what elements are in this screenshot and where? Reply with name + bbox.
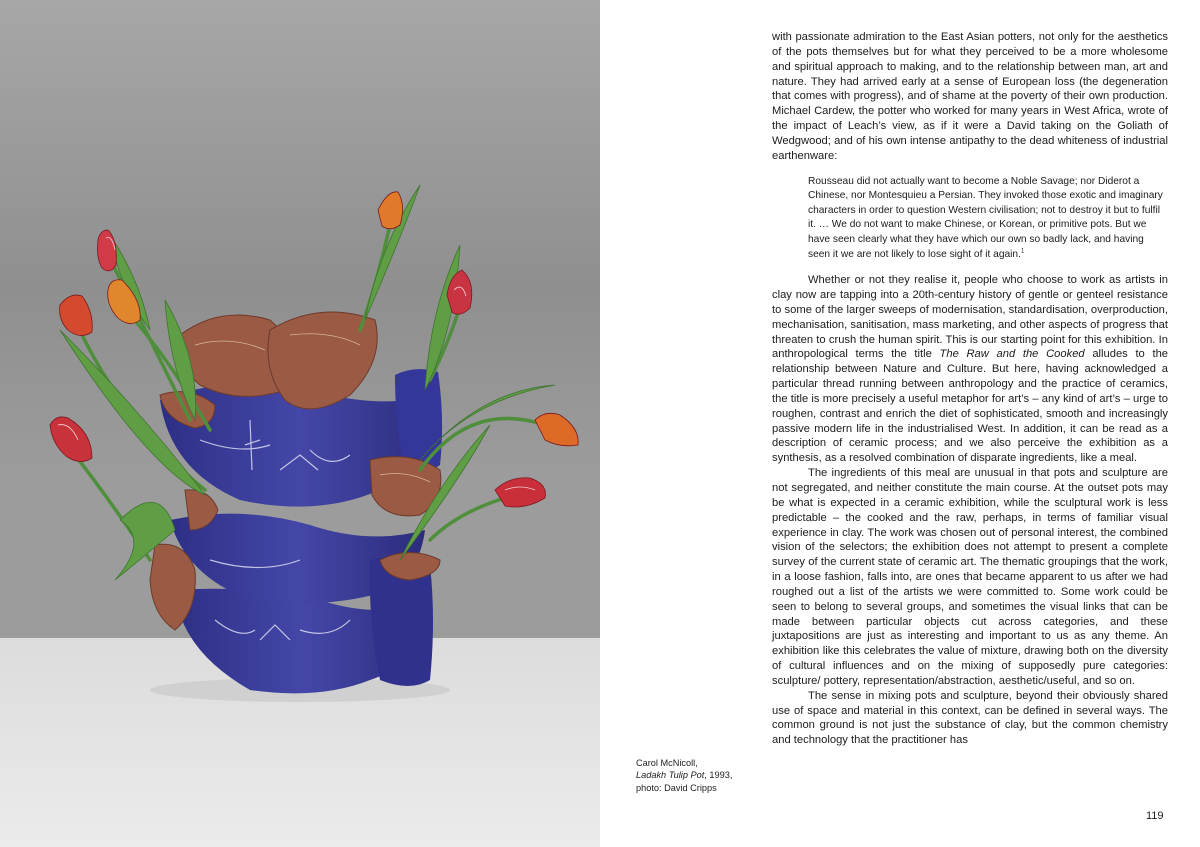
body-paragraph [772,273,1168,466]
body-paragraph: with passionate admiration to the East Asian potters, not only for the aesthetics of the pots themselves but for what they perceived to be a more wholesome and spiritual approach to making, and to the relationship between man, art and nature. They had arrived early at a sense of European loss (the degeneration that comes with progress), and of shame at the poverty of their own production. Michael Cardew, the potter who worked for many years in West Africa, wrote of the impact of Leach’s view, as if it were a David taking on the Goliath of Wedgwood; and of his own intense antipathy to the dead whiteness of industrial earthenware: [772,31,1168,162]
footnote-marker: 1 [1020,248,1025,255]
caption-year: , 1993, [704,770,733,781]
photo-caption [636,757,746,794]
caption-credit: photo: David Cripps [636,782,717,793]
caption-artist: Carol McNicoll, [636,758,698,768]
block-quote [808,175,1168,263]
page-number: 119 [1146,810,1164,822]
quote-text: Rousseau did not actually want to become a Noble Savage; nor Diderot a Chinese, nor Montesquieu a Persian. They invoked those exotic and imaginary characters in order to question Western civilisation; not to destroy it but to fulfil it. … We do not want to make Chinese, or Korean, or primitive pots. But we have seen clearly what they have which our own so badly lack, and having seen it we are not likely to lose sight of it again. [808,175,1163,260]
caption-artwork-title: Ladakh Tulip Pot [636,770,705,781]
paragraph-text: alludes to the relationship between Nature and Culture. But here, having acknowledged a particular thread running between anthropology and the practice of ceramics, the title is more precisely a useful metaphor for art’s – any kind of art’s – urge to roughen, contrast and enrich the diet of sophisticated, smooth and increasingly passive modern life in the industrialised West. In addition, it can be read as a description of ceramic process; and we also perceive the exhibition as a synthesis, as a resolved combination of disparate ingredients, like a meal. [772,348,1169,465]
body-paragraph: The sense in mixing pots and sculpture, beyond their obviously shared use of space and material in this context, can be defined in several ways. The common ground is not just the substance of clay, but the common chemistry and technology that the practitioner has [772,689,1168,747]
body-text-column [772,30,1168,748]
caption-title-line [636,769,746,781]
body-paragraph: The ingredients of this meal are unusual in that pots and sculpture are not segregated, and neither constitute the main course. At the outset pots may be what is expected in a ceramic exhibition, while the sculptural work is less predictable – the cooked and the raw, perhaps, in terms of familiar visual experience in clay. The work was chosen out of personal interest, the combined vision of the selectors; the exhibition does not attempt to present a complete survey of the current state of ceramic art. The thematic groupings that the work, in a loose fashion, falls into, are ones that became apparent to us after we had roughed out a list of the artists we were committed to. Some work could be seen to belong to several groups, and sometimes the visual links that can be made between particular objects cut across categories, and these juxtapositions are just as interesting and important to us as any theme. An exhibition like this celebrates the value of mixture, drawing both on the diversity of cultural influences and on the mixing of supposedly pure categories: sculpture/ pottery, representation/abstraction, aesthetic/useful, and so on. [772,467,1168,687]
paragraph-text: Whether or not they realise it, people who choose to work as artists in clay now are tapping into a 20th-century history of gentle or genteel resistance to some of the larger sweeps of modernisation, standardisation, overproduction, mechanisation, sanitisation, mass marketing, and other aspects of progress that threaten to crush the human spirit. This is our starting point for this exhibition. In anthropological terms the title [772,274,1168,361]
exhibition-title: The Raw and the Cooked [939,348,1085,361]
